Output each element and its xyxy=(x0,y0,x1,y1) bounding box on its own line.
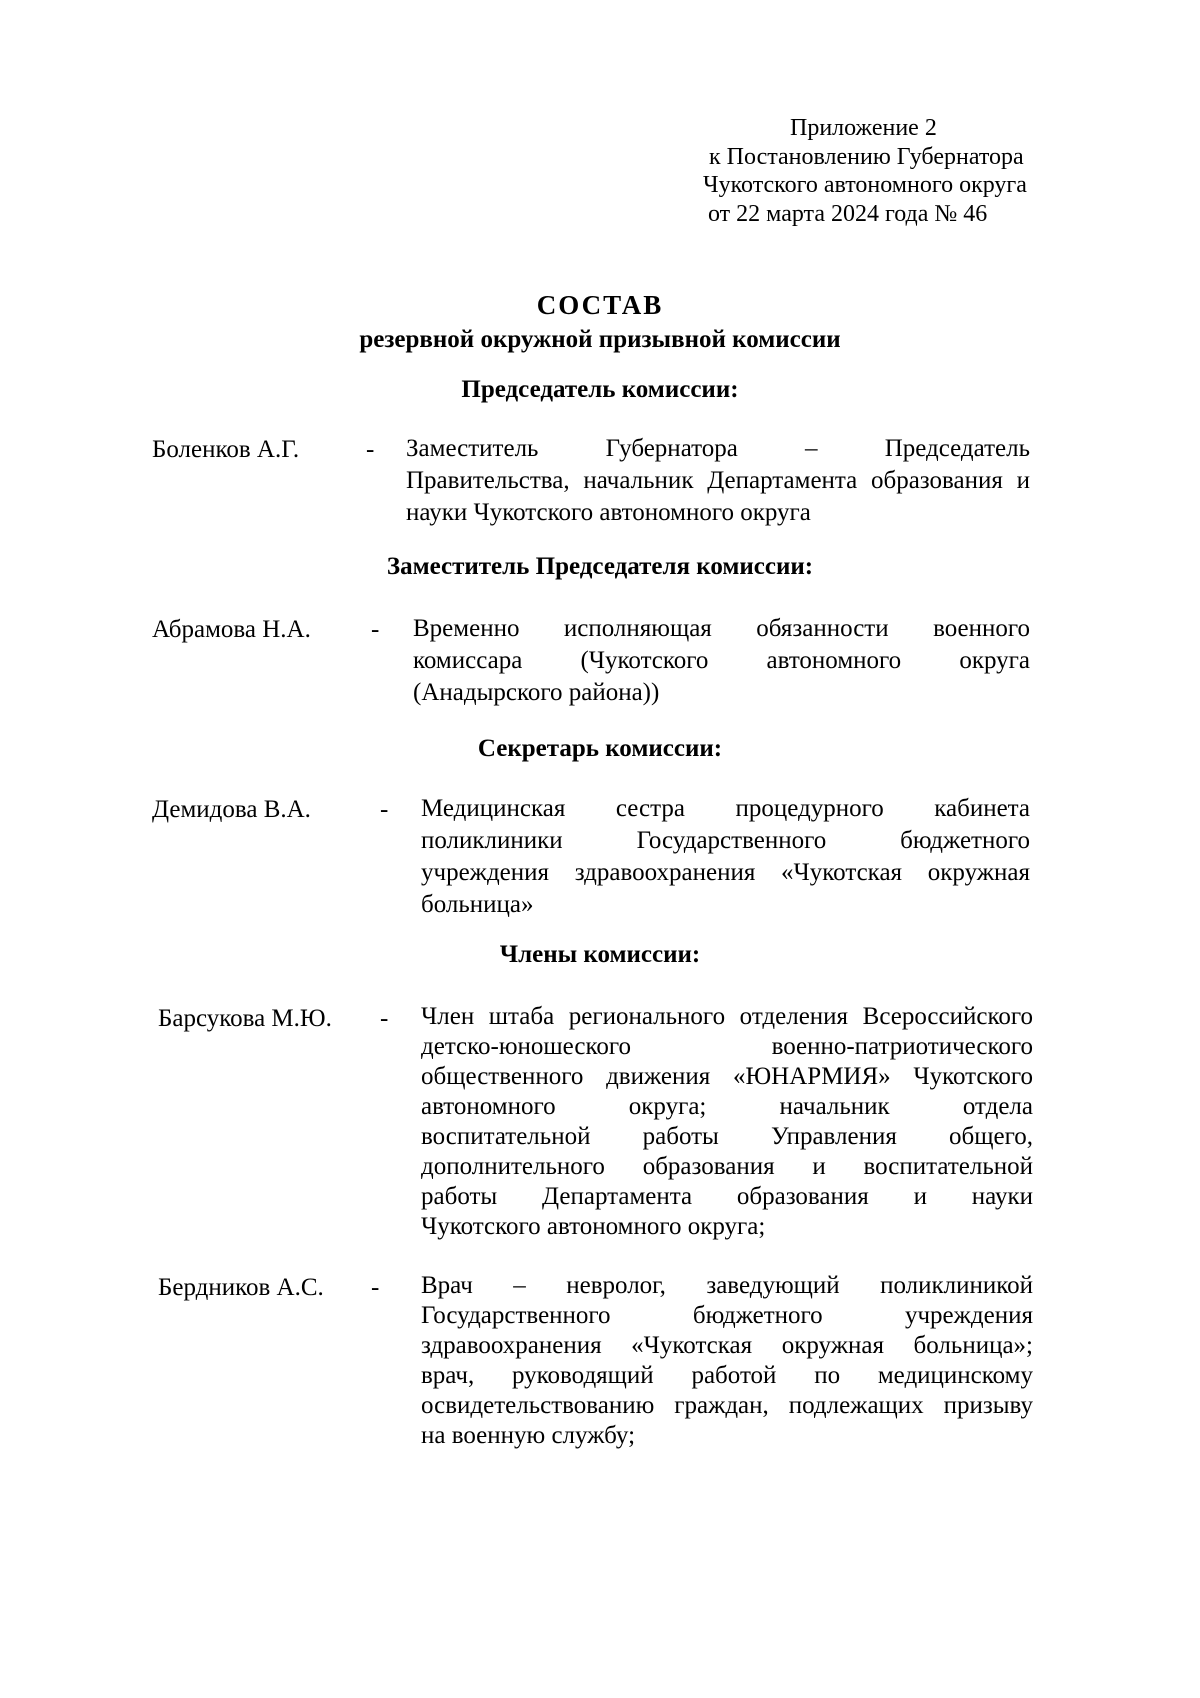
appendix-line-3: Чукотского автономного округа xyxy=(703,172,1027,198)
member-role-line: Государственного бюджетного учреждения xyxy=(421,1302,1033,1329)
member-name: Бердников А.С. xyxy=(158,1274,324,1301)
chairman-role-line: Заместитель Губернатора – Председатель xyxy=(406,435,1030,462)
member-role-line: врач, руководящий работой по медицинскому xyxy=(421,1362,1033,1389)
document-title: СОСТАВ xyxy=(536,290,664,320)
member-role xyxy=(421,1002,1033,1242)
member-role-line: дополнительного образования и воспитательной xyxy=(421,1153,1033,1180)
member-dash: - xyxy=(371,1274,380,1301)
deputy-role-line: комиссара (Чукотского автономного округа xyxy=(413,647,1030,674)
appendix-block xyxy=(700,114,1120,228)
appendix-line-4: от 22 марта 2024 года № 46 xyxy=(708,200,988,227)
member-role-line: работы Департамента образования и науки xyxy=(421,1183,1033,1210)
member-role-line: на военную службу; xyxy=(421,1422,636,1449)
deputy-role-line: Временно исполняющая обязанности военного xyxy=(413,615,1030,642)
secretary-role-line: учреждения здравоохранения «Чукотская окружная xyxy=(421,859,1030,886)
member-role xyxy=(421,1271,1033,1451)
member-dash: - xyxy=(380,1005,389,1032)
member-role-line: воспитательной работы Управления общего, xyxy=(421,1123,1033,1150)
member-role-line: автономного округа; начальник отдела xyxy=(421,1093,1033,1120)
deputy-name: Абрамова Н.А. xyxy=(152,616,311,643)
appendix-line-2: к Постановлению Губернатора xyxy=(709,143,1024,170)
secretary-dash: - xyxy=(380,796,389,823)
member-role-line: Член штаба регионального отделения Всероссийского xyxy=(421,1003,1033,1030)
secretary-role-line: поликлиники Государственного бюджетного xyxy=(421,827,1030,854)
member-role-line: Чукотского автономного округа; xyxy=(421,1213,766,1240)
deputy-heading: Заместитель Председателя комиссии: xyxy=(386,553,814,580)
secretary-role xyxy=(421,793,1030,921)
member-role-line: общественного движения «ЮНАРМИЯ» Чукотского xyxy=(421,1063,1033,1090)
appendix-line-1: Приложение 2 xyxy=(790,115,937,141)
member-role-line: освидетельствованию граждан, подлежащих призыву xyxy=(421,1392,1033,1419)
members-heading: Члены комиссии: xyxy=(499,941,701,968)
deputy-role-line: (Анадырского района)) xyxy=(413,679,660,706)
secretary-heading: Секретарь комиссии: xyxy=(477,735,723,762)
deputy-role xyxy=(413,613,1030,709)
member-name: Барсукова М.Ю. xyxy=(158,1005,332,1032)
secretary-role-line: Медицинская сестра процедурного кабинета xyxy=(421,795,1030,822)
member-role-line: здравоохранения «Чукотская окружная больница»; xyxy=(421,1332,1033,1359)
document-subtitle: резервной окружной призывной комиссии xyxy=(359,326,841,353)
chairman-dash: - xyxy=(366,436,375,463)
member-role-line: Врач – невролог, заведующий поликлиникой xyxy=(421,1272,1033,1299)
deputy-dash: - xyxy=(371,616,380,643)
member-role-line: детско-юношеского военно-патриотического xyxy=(421,1033,1033,1060)
secretary-role-line: больница» xyxy=(421,891,534,918)
chairman-heading: Председатель комиссии: xyxy=(461,376,739,403)
chairman-role-line: Правительства, начальник Департамента образования и xyxy=(406,467,1030,494)
chairman-role-line: науки Чукотского автономного округа xyxy=(406,499,811,526)
chairman-name: Боленков А.Г. xyxy=(152,436,300,463)
secretary-name: Демидова В.А. xyxy=(152,796,311,823)
chairman-role xyxy=(406,433,1030,529)
